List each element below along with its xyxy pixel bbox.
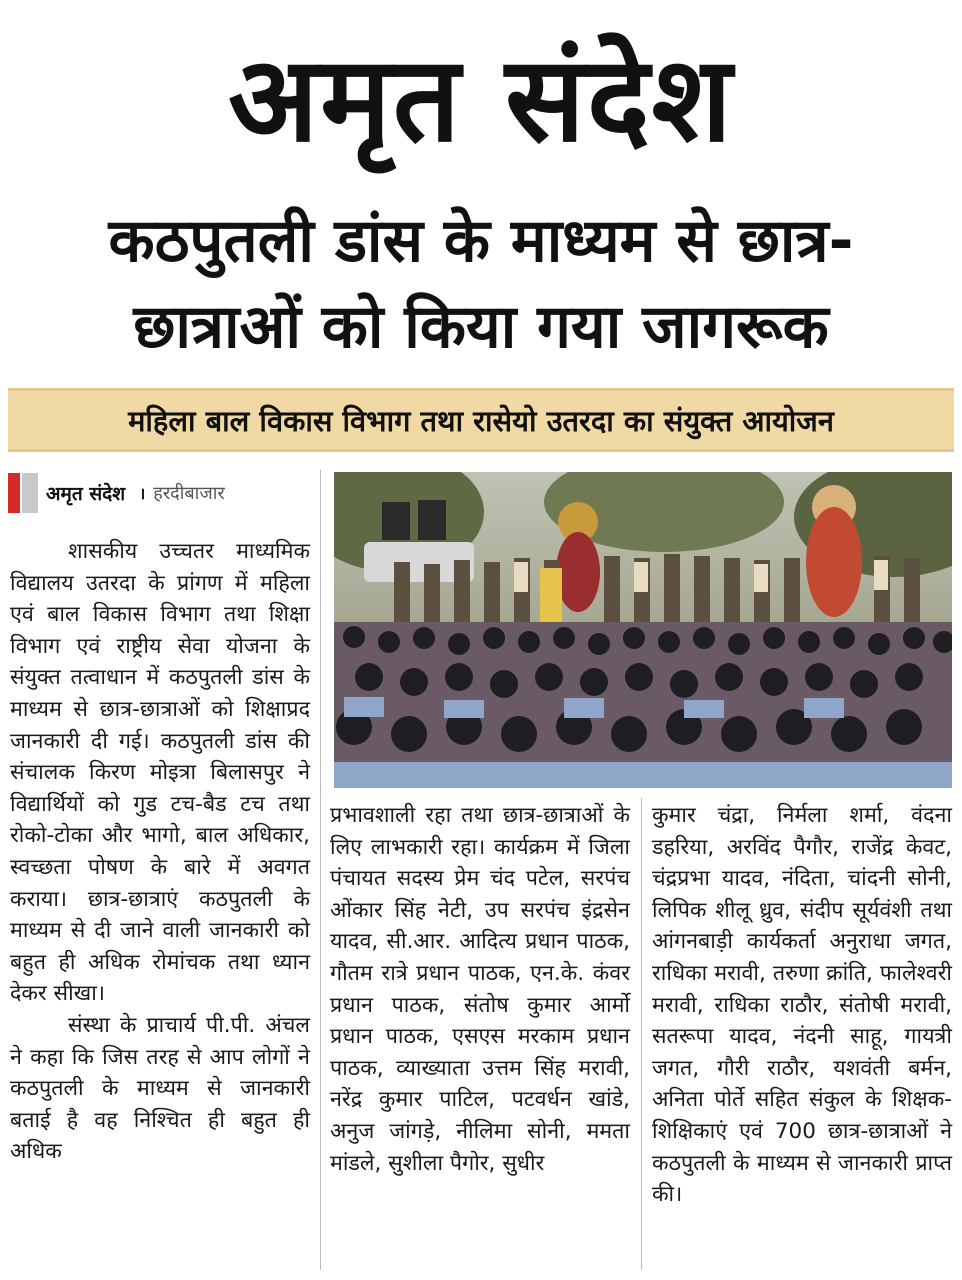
subheadline: महिला बाल विकास विभाग तथा रासेयो उतरदा का संयुक्त आयोजन: [8, 388, 954, 452]
article-paragraph: कुमार चंद्रा, निर्मला शर्मा, वंदना डहरिया, अरविंद पैगौर, राजेंद्र केवट, चंद्रप्रभा यादव, नंदिता, चांदनी सोनी, लिपिक शीलू ध्रुव, संदीप सूर्यवंशी तथा आंगनबाड़ी कार्यकर्ता अनुराधा जगत, राधिका मरावी, तरुणा क्रांति, फालेश्वरी मरावी, राधिका राठौर, संतोषी मरावी, सतरूपा यादव, नंदनी साहू, गायत्री जगत, गौरी राठौर, यशवंती बर्मन, अनिता पोर्ते सहित संकुल के शिक्षक-शिक्षिकाएं एवं 700 छात्र-छात्राओं ने कठपुतली के माध्यम से जानकारी प्राप्त की।: [652, 803, 952, 1208]
byline-grey-marker: [22, 473, 38, 513]
byline-brand: अमृत संदेश: [46, 483, 126, 505]
event-photo: [334, 472, 952, 788]
event-photo-illustration: [334, 472, 952, 788]
byline-separator: ।: [139, 484, 146, 503]
masthead-title: अमृत संदेश: [228, 29, 734, 168]
column-divider-1: [320, 470, 321, 1270]
headline-line-2: छात्राओं को किया गया जागरूक: [133, 292, 829, 362]
article-paragraph: संस्था के प्राचार्य पी.पी. अंचल ने कहा कि जिस तरह से आप लोगों ने कठपुतली के माध्यम से जानकारी बताई है वह निश्चित ही बहुत ही अधिक: [10, 1012, 310, 1165]
column-divider-2: [641, 798, 642, 1270]
article-paragraph: प्रभावशाली रहा तथा छात्र-छात्राओं के लिए लाभकारी रहा। कार्यक्रम में जिला पंचायत सदस्य प्रेम चंद पटेल, सरपंच ओंकार सिंह नेटी, उप सरपंच इंद्रसेन यादव, सी.आर. आदित्य प्रधान पाठक, गौतम रात्रे प्रधान पाठक, एन.के. कंवर प्रधान पाठक, संतोष कुमार आर्मो प्रधान पाठक, एसएस मरकाम प्रधान पाठक, व्याख्याता उत्तम सिंह मरावी, नरेंद्र कुमार पाटिल, पटवर्धन खांडे, अनुज जांगड़े, नीलिमा सोनी, ममता मांडले, सुशीला पैगोर, सुधीर: [330, 803, 630, 1176]
headline-line-1: कठपुतली डांस के माध्यम से छात्र-: [108, 206, 854, 276]
article-column-1: [10, 536, 310, 1168]
article-column-3: [652, 800, 952, 1211]
byline: [8, 465, 310, 521]
article-paragraph: शासकीय उच्चतर माध्यमिक विद्यालय उतरदा के प्रांगण में महिला एवं बाल विकास विभाग तथा शिक्षा विभाग एवं राष्ट्रीय सेवा योजना के संयुक्त तत्वाधान में कठपुतली डांस के माध्यम से छात्र-छात्राओं को शिक्षाप्रद जानकारी दी गई। कठपुतली डांस की संचालक किरण मोइत्रा बिलासपुर ने विद्यार्थियों को गुड टच-बैड टच तथा रोको-टोका और भागो, बाल अधिकार, स्वच्छता पोषण के बारे में अवगत कराया। छात्र-छात्राएं कठपुतली के माध्यम से दी जाने वाली जानकारी को बहुत ही अधिक रोमांचक तथा ध्यान देकर सीखा।: [10, 539, 310, 1007]
article-column-2: [330, 800, 630, 1179]
headline: [10, 198, 952, 370]
byline-place: हरदीबाजार: [153, 483, 225, 504]
byline-red-marker: [8, 473, 20, 513]
